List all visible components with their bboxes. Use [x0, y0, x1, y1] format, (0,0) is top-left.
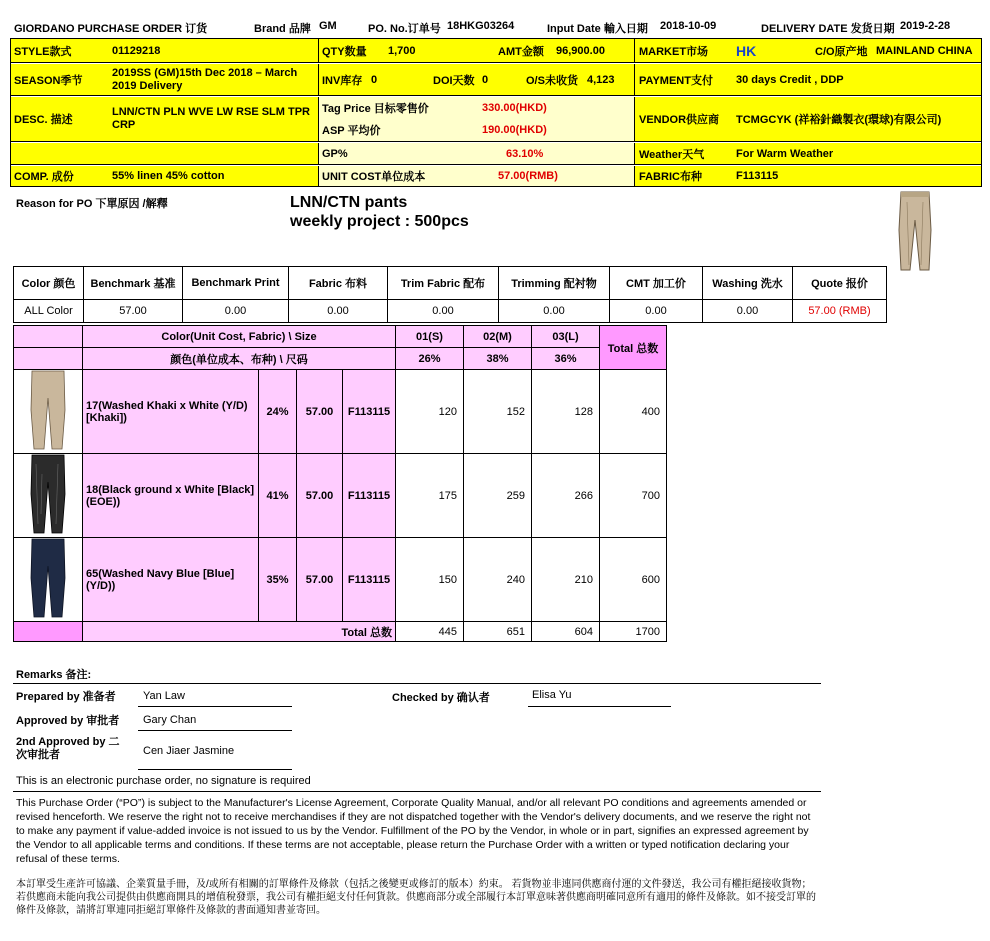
row-fabric: F113115 [343, 538, 396, 622]
bench-value: 0.00 [499, 300, 610, 323]
bench-value: ALL Color [14, 300, 84, 323]
total-cell: 651 [464, 622, 532, 642]
bench-header: CMT 加工价 [610, 267, 703, 300]
size-header: 01(S) [396, 326, 464, 348]
checked-label: Checked by 确认者 [392, 692, 490, 704]
input-date-label: Input Date 輸入日期 [547, 23, 648, 35]
fabric-label: FABRIC布种 [639, 171, 702, 183]
qty-cell: 240 [464, 538, 532, 622]
qty-cell: 128 [532, 370, 600, 454]
inv-label: INV库存 [322, 74, 363, 87]
info-row-gp [10, 143, 982, 165]
project-line1: LNN/CTN pants [290, 194, 408, 211]
comp-value: 55% linen 45% cotton [112, 170, 225, 182]
unit-cost-label: UNIT COST单位成本 [322, 171, 426, 183]
market-label: MARKET市场 [639, 45, 709, 58]
approved-label: Approved by 审批者 [16, 715, 120, 727]
info-row-style [10, 39, 982, 63]
doi-value: 0 [482, 73, 489, 86]
asp-value: 190.00(HKD) [482, 124, 547, 136]
prepared-label: Prepared by 准备者 [16, 691, 116, 703]
terms-chinese: 本訂單受生產許可協議、企業質量手冊，及/或所有相關的訂單條件及條款（包括之後變更或修訂的版本）約束。 若貨物並非連同供應商付運的文件發送，我公司有權拒絕接收貨物；若供應商未能向我公司提供由供應商開具的增值稅發票，我公司有權拒絕支付任何貨款。供應商部分或全部履行本訂單意味著供應商明確同意所有適用的條件及條款。如不接受訂單的條件及條款，請將訂單連同拒絕訂單條件及條款的書面通知書並寄回。 [16, 879, 816, 916]
bench-value: 0.00 [703, 300, 793, 323]
bench-value: 57.00 [84, 300, 183, 323]
product-thumbnail [893, 190, 937, 274]
brand-label: Brand 品牌 [254, 23, 311, 35]
total-cell: 445 [396, 622, 464, 642]
bench-header: Washing 洗水 [703, 267, 793, 300]
swatch-navy [14, 538, 83, 622]
row-color: 65(Washed Navy Blue [Blue] (Y/D)) [83, 538, 259, 622]
row-pct: 41% [259, 454, 297, 538]
project-line2: weekly project : 500pcs [290, 213, 469, 230]
total-row-label: Total 总数 [83, 622, 396, 642]
info-row-desc [10, 97, 982, 142]
amt-value: 96,900.00 [556, 44, 605, 57]
origin-value: MAINLAND CHINA [876, 44, 973, 57]
bench-quote: 57.00 (RMB) [793, 300, 887, 323]
row-color: 17(Washed Khaki x White (Y/D) [Khaki]) [83, 370, 259, 454]
total-row [14, 622, 667, 642]
season-label: SEASON季节 [14, 74, 83, 87]
bench-value: 0.00 [610, 300, 703, 323]
po-label: PO. No.订单号 [368, 23, 441, 35]
bench-header: Fabric 布料 [289, 267, 388, 300]
row-color: 18(Black ground x White [Black] (EOE)) [83, 454, 259, 538]
grid-header-en: Color(Unit Cost, Fabric) \ Size [83, 326, 396, 348]
qty-cell: 152 [464, 370, 532, 454]
size-ratio: 38% [464, 348, 532, 370]
amt-label: AMT金额 [498, 45, 544, 58]
row-total: 400 [600, 370, 667, 454]
row-fabric: F113115 [343, 454, 396, 538]
os-label: O/S未收货 [526, 74, 578, 87]
delivery-label: DELIVERY DATE 发货日期 [761, 23, 895, 35]
gp-label: GP% [322, 147, 348, 160]
payment-label: PAYMENT支付 [639, 74, 713, 87]
desc-label: DESC. 描述 [14, 114, 73, 126]
size-header: 02(M) [464, 326, 532, 348]
total-cell: 604 [532, 622, 600, 642]
table-row [14, 538, 667, 622]
bench-value: 0.00 [289, 300, 388, 323]
info-row-comp [10, 166, 982, 187]
qty-label: QTY数量 [322, 45, 367, 58]
size-header: 03(L) [532, 326, 600, 348]
bench-value: 0.00 [183, 300, 289, 323]
bench-value: 0.00 [388, 300, 499, 323]
origin-label: C/O原产地 [815, 45, 868, 58]
prepared-value: Yan Law [143, 690, 185, 702]
grand-total: 1700 [600, 622, 667, 642]
qty-cell: 120 [396, 370, 464, 454]
market-value: HK [736, 42, 757, 59]
row-cost: 57.00 [297, 454, 343, 538]
row-cost: 57.00 [297, 370, 343, 454]
row-fabric: F113115 [343, 370, 396, 454]
po-number: 18HKG03264 [447, 20, 515, 32]
delivery-date: 2019-2-28 [900, 20, 951, 32]
bench-header: Benchmark 基准 [84, 267, 183, 300]
fabric-value: F113115 [736, 170, 779, 182]
style-label: STYLE款式 [14, 45, 72, 58]
approved2-label: 2nd Approved by 二次审批者 [16, 736, 120, 761]
row-pct: 35% [259, 538, 297, 622]
season-value: 2019SS (GM)15th Dec 2018 – March 2019 Delivery [112, 66, 298, 92]
gp-value: 63.10% [506, 147, 544, 160]
vendor-value: TCMGCYK (祥裕針織製衣(環球)有限公司) [736, 114, 942, 126]
benchmark-table [13, 266, 887, 323]
weather-value: For Warm Weather [736, 147, 834, 160]
remarks-label: Remarks 备注: [16, 669, 92, 681]
row-pct: 24% [259, 370, 297, 454]
comp-label: COMP. 成份 [14, 171, 74, 183]
qty-cell: 266 [532, 454, 600, 538]
asp-label: ASP 平均价 [322, 125, 381, 137]
checked-value: Elisa Yu [532, 689, 572, 701]
total-header: Total 总数 [600, 326, 667, 370]
input-date: 2018-10-09 [660, 20, 717, 32]
bench-header: Benchmark Print [183, 267, 289, 300]
info-row-season [10, 64, 982, 96]
qty-cell: 175 [396, 454, 464, 538]
grid-corner [14, 326, 83, 348]
swatch-black [14, 454, 83, 538]
bench-header: Trim Fabric 配布 [388, 267, 499, 300]
color-size-table [13, 325, 667, 642]
qty-cell: 210 [532, 538, 600, 622]
tag-price-label: Tag Price 目标零售价 [322, 103, 429, 115]
payment-value: 30 days Credit , DDP [736, 73, 844, 86]
inv-value: 0 [371, 73, 378, 86]
reason-label: Reason for PO 下單原因 /解釋 [16, 198, 168, 210]
bench-header: Quote 报价 [793, 267, 887, 300]
grid-corner-2 [14, 348, 83, 370]
total-row-swatch [14, 622, 83, 642]
swatch-khaki [14, 370, 83, 454]
size-ratio: 36% [532, 348, 600, 370]
doi-label: DOI天数 [433, 74, 475, 87]
approved-value: Gary Chan [143, 714, 197, 726]
qty-cell: 259 [464, 454, 532, 538]
row-total: 700 [600, 454, 667, 538]
weather-label: Weather天气 [639, 148, 705, 161]
po-title: GIORDANO PURCHASE ORDER 订货 [14, 23, 208, 35]
unit-cost-value: 57.00(RMB) [498, 170, 558, 182]
bench-header: Trimming 配衬物 [499, 267, 610, 300]
qty-cell: 150 [396, 538, 464, 622]
os-value: 4,123 [587, 73, 615, 86]
brand-value: GM [319, 20, 337, 32]
tag-price-value: 330.00(HKD) [482, 102, 547, 114]
size-ratio: 26% [396, 348, 464, 370]
bench-header: Color 颜色 [14, 267, 84, 300]
grid-header-cn: 颜色(单位成本、布种) \ 尺码 [83, 348, 396, 370]
row-cost: 57.00 [297, 538, 343, 622]
table-row [14, 370, 667, 454]
style-value: 01129218 [112, 44, 161, 57]
vendor-label: VENDOR供应商 [639, 114, 720, 126]
desc-value: LNN/CTN PLN WVE LW RSE SLM TPR CRP [112, 106, 310, 131]
table-row [14, 454, 667, 538]
electronic-notice: This is an electronic purchase order, no signature is required [16, 775, 311, 787]
approved2-value: Cen Jiaer Jasmine [143, 745, 235, 757]
row-total: 600 [600, 538, 667, 622]
terms-english: This Purchase Order (“PO”) is subject to the Manufacturer's License Agreement, Corporate Quality Manual, and/or all relevant PO conditions and agreements amended or revised henceforth. We reserve the right not to receive merchandises if they are not dispatched together with the Vendor's delivery documents, and we reserve the right not to make any payment if value-added invoice is not issued to us by the Vendor. Fulfillment of the PO by the Vendor, in whole or in part, signifies an expressed agreement by the Vendor to all applicable terms and conditions. If these terms are not acceptable, please return the Purchase Order with a written or typed notification declaring your refusal of these terms. [16, 797, 811, 865]
qty-value: 1,700 [388, 44, 416, 57]
